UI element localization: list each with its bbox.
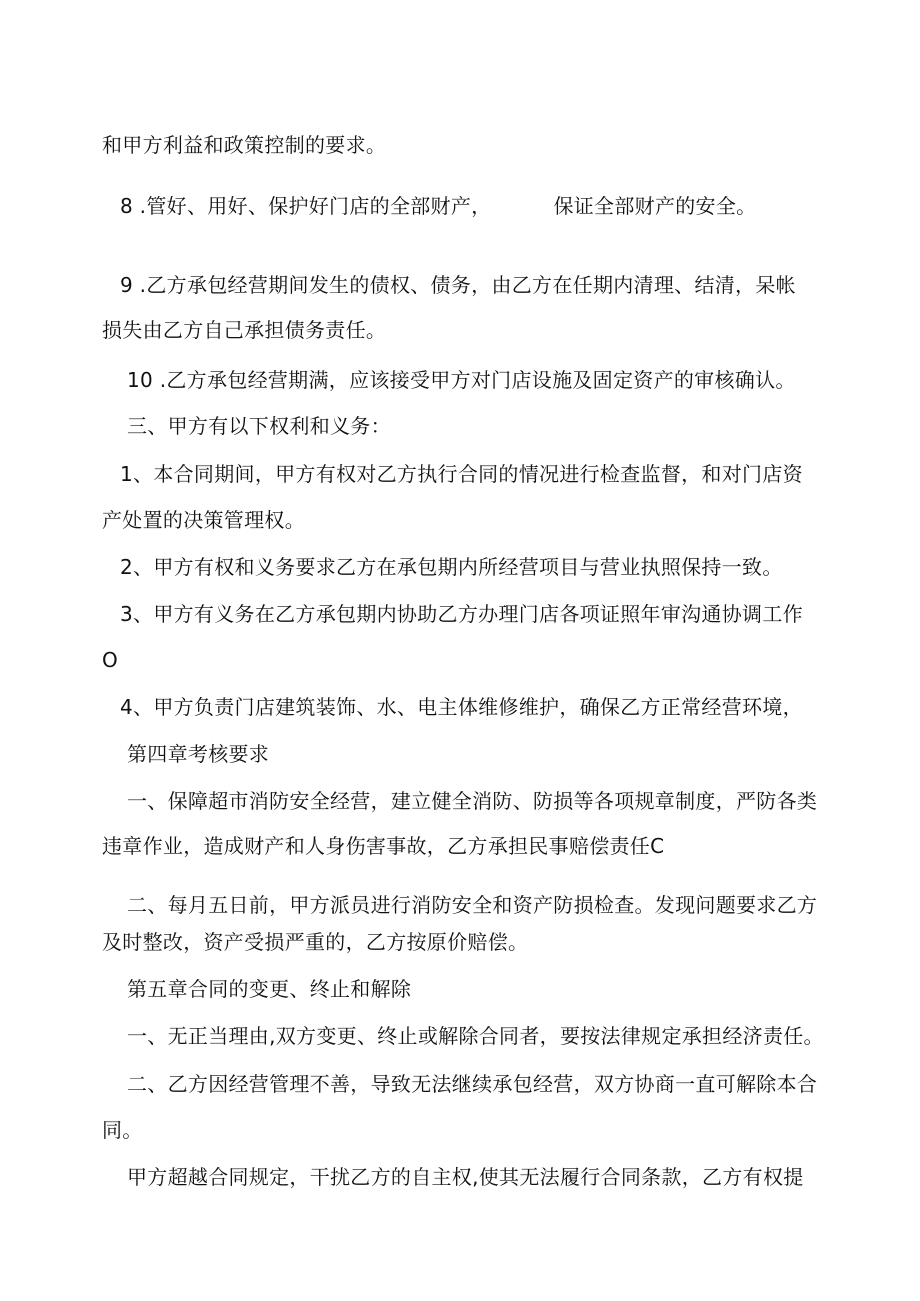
text-line-rights-1: 1、本合同期间，甲方有权对乙方执行合同的情况进行检查监督，和对门店资 (120, 462, 803, 486)
text-line-rights-3-continued: O (102, 648, 119, 672)
text-line-item-8 (120, 192, 756, 220)
text-line-1: 和甲方利益和政策控制的要求。 (102, 133, 387, 157)
text-line-rights-3: 3、甲方有义务在乙方承包期内协助乙方办理门店各项证照年审沟通协调工作 (120, 602, 803, 626)
text-line-assessment-1: 一、保障超市消防安全经营，建立健全消防、防损等各项规章制度，严防各类 (127, 789, 818, 813)
item-8-first-part: 8 .管好、用好、保护好门店的全部财产， (120, 194, 492, 218)
chapter-four-heading: 第四章考核要求 (127, 742, 270, 766)
text-line-change-2: 二、乙方因经营管理不善，导致无法继续承包经营，双方协商一直可解除本合 (127, 1072, 818, 1096)
text-line-item-9: 9 .乙方承包经营期间发生的债权、债务，由乙方在任期内清理、结清，呆帐 (120, 273, 796, 297)
text-line-change-1: 一、无正当理由,双方变更、终止或解除合同者，要按法律规定承担经济责任。 (127, 1024, 824, 1048)
text-line-assessment-2: 二、每月五日前，甲方派员进行消防安全和资产防损检查。发现问题要求乙方 (127, 893, 818, 917)
text-line-rights-1-continued: 产处置的决策管理权。 (102, 508, 305, 532)
chapter-five-heading: 第五章合同的变更、终止和解除 (127, 977, 412, 1001)
text-line-item-10: 10 .乙方承包经营期满，应该接受甲方对门店设施及固定资产的审核确认。 (127, 368, 796, 392)
text-line-item-9-continued: 损失由乙方自己承担债务责任。 (102, 318, 387, 342)
text-line-change-2-continued: 同。 (102, 1118, 143, 1142)
text-line-rights-4: 4、甲方负责门店建筑装饰、水、电主体维修维护，确保乙方正常经营环境， (120, 695, 803, 719)
text-line-rights-2: 2、甲方有权和义务要求乙方在承包期内所经营项目与营业执照保持一致。 (120, 555, 783, 579)
text-line-assessment-1-continued: 违章作业，造成财产和人身伤害事故，乙方承担民事赔偿责任C (102, 834, 665, 858)
text-line-change-3: 甲方超越合同规定，干扰乙方的自主权,使其无法履行合同条款，乙方有权提 (127, 1165, 804, 1189)
section-heading-three: 三、甲方有以下权利和义务： (127, 414, 391, 438)
text-line-assessment-2-continued: 及时整改，资产受损严重的，乙方按原价赔偿。 (102, 930, 529, 954)
item-8-second-part: 保证全部财产的安全。 (553, 194, 757, 218)
